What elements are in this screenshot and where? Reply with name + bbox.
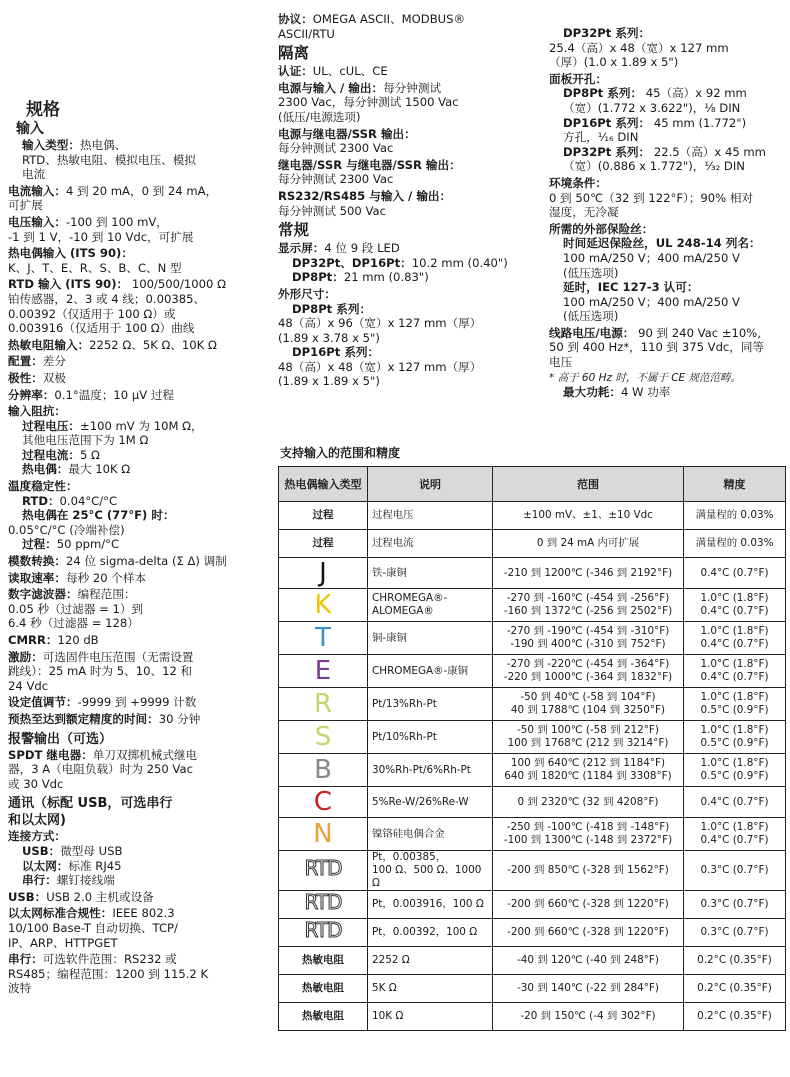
input-title: 输入 xyxy=(16,121,44,137)
spec-column-3 xyxy=(549,26,785,401)
type-label: RTD xyxy=(304,890,342,914)
type-label: 热敏电阻 xyxy=(302,982,344,994)
desc-cell-text: 铁-康铜 xyxy=(372,566,407,579)
accuracy-cell xyxy=(684,851,786,891)
isolation-title: 隔离 xyxy=(278,44,310,63)
desc-cell-text: Pt，0.00392，100 Ω xyxy=(372,926,478,938)
comm-title: 通讯（标配 USB，可选串行 和以太网) xyxy=(8,796,173,829)
range-cell-text: -270 到 -160℃ (-454 到 -256°F) -160 到 1372℃ (-256 到 2502°F) xyxy=(503,592,673,617)
display: 显示屏：4 位 9 段 LED DP32Pt、DP16Pt：10.2 mm (0.40") DP8Pt：21 mm (0.83") xyxy=(278,241,508,285)
desc-cell xyxy=(368,721,493,754)
ethernet: 以太网标准合规性：IEEE 802.3 10/100 Base-T 自动切换、TCP/ IP、ARP、HTTPGET xyxy=(8,906,178,950)
desc-cell xyxy=(368,655,493,688)
type-cell xyxy=(279,688,368,721)
accuracy-cell-text: 0.3°C (0.7°F) xyxy=(700,864,769,876)
range-cell-text: -50 到 40℃ (-58 到 104°F) 40 到 1788℃ (104 到 3250°F) xyxy=(510,691,666,716)
accuracy-cell xyxy=(684,891,786,919)
accuracy-cell-text: 0.2°C (0.35°F) xyxy=(697,982,772,994)
desc-cell-text: 2252 Ω xyxy=(372,954,410,966)
table-row xyxy=(279,787,786,818)
type-cell xyxy=(279,1003,368,1031)
type-label: K xyxy=(314,590,332,620)
tc-input: 热电偶输入 (ITS 90)： K、J、T、E、R、S、B、C、N 型 xyxy=(8,246,182,275)
isolation-4: RS232/RS485 与输入 / 输出： 每分钟测试 500 Vac xyxy=(278,188,452,218)
accuracy-cell xyxy=(684,655,786,688)
spec-column-2 xyxy=(278,12,538,391)
type-cell xyxy=(279,558,368,589)
accuracy-cell-text: 1.0°C (1.8°F) 0.5°C (0.9°F) xyxy=(700,691,769,716)
accuracy-cell-text: 1.0°C (1.8°F) 0.4°C (0.7°F) xyxy=(700,625,769,650)
accuracy-cell-text: 满量程的 0.03% xyxy=(695,509,774,521)
range-cell xyxy=(493,530,684,558)
isolation-1: 电源与输入 / 输出：每分钟测试 2300 Vac，每分钟测试 1500 Vac (低压/电源选项) xyxy=(278,80,459,124)
config: 配置：差分 xyxy=(8,354,66,369)
range-cell xyxy=(493,975,684,1003)
accuracy-cell-text: 0.4°C (0.7°F) xyxy=(700,566,769,579)
voltage-input: 电压输入：-100 到 100 mV， -1 到 1 V，-10 到 10 Vdc，可扩展 xyxy=(8,214,194,244)
range-cell xyxy=(493,721,684,754)
spec-column-1 xyxy=(8,98,256,998)
type-label: 过程 xyxy=(312,537,334,549)
type-cell xyxy=(279,787,368,818)
desc-cell xyxy=(368,975,493,1003)
range-cell xyxy=(493,919,684,947)
dimensions: 外形尺寸： DP8Pt 系列： 48（高）x 96（宽）x 127 mm（厚） (1.89 x 3.78 x 5") DP16Pt 系列： 48（高）x 48（宽）x 127 mm（厚） (1.89 x 1.89 x 5") xyxy=(278,286,482,389)
range-cell-text: -270 到 -220℃ (-454 到 -364°F) -220 到 1000℃ (-364 到 1832°F) xyxy=(503,658,673,683)
type-label: B xyxy=(314,755,332,785)
type-cell xyxy=(279,947,368,975)
isolation-2: 电源与继电器/SSR 输出： 每分钟测试 2300 Vac xyxy=(278,126,416,156)
desc-cell-text: 镍铬硅电偶合金 xyxy=(372,827,445,840)
range-cell-text: -40 到 120℃ (-40 到 248°F) xyxy=(517,954,659,966)
desc-cell-text: 30%Rh-Pt/6%Rh-Pt xyxy=(372,763,471,776)
range-cell-text: -50 到 100℃ (-58 到 212°F) 100 到 1768℃ (212 到 3214°F) xyxy=(507,724,669,749)
connection: 连接方式： USB：微型母 USB 以太网：标准 RJ45 串行：螺钉接线端 xyxy=(8,829,123,888)
range-cell xyxy=(493,589,684,622)
range-cell-text: ±100 mV、±1、±10 Vdc xyxy=(523,509,653,521)
range-cell-text: -200 到 850℃ (-328 到 1562°F) xyxy=(507,864,669,876)
table-row xyxy=(279,688,786,721)
accuracy-cell xyxy=(684,975,786,1003)
accuracy-cell-text: 0.3°C (0.7°F) xyxy=(700,898,769,910)
serial: 串行：可选软件范围：RS232 或 RS485；编程范围：1200 到 115.2 K 波特 xyxy=(8,952,209,996)
accuracy-cell xyxy=(684,688,786,721)
accuracy-cell xyxy=(684,1003,786,1031)
type-cell xyxy=(279,622,368,655)
polarity: 极性：双极 xyxy=(8,370,66,385)
type-label: R xyxy=(313,689,333,719)
input-type: 输入类型：热电偶、 RTD、热敏电阻、模拟电压、模拟 电流 xyxy=(22,138,196,182)
header-type: 热电偶输入类型 xyxy=(279,467,368,502)
range-cell-text: -210 到 1200℃ (-346 到 2192°F) xyxy=(503,566,673,579)
isolation-3: 继电器/SSR 与继电器/SSR 输出： 每分钟测试 2300 Vac xyxy=(278,157,461,187)
desc-cell-text: 5K Ω xyxy=(372,982,397,994)
table-row xyxy=(279,530,786,558)
desc-cell xyxy=(368,919,493,947)
alarm-title: 报警输出（可选） xyxy=(8,731,113,747)
setpoint: 设定值调节：-9999 到 +9999 计数 xyxy=(8,695,197,710)
table-row xyxy=(279,589,786,622)
certification: 认证：UL、cUL、CE xyxy=(278,64,388,79)
desc-cell-text: Pt，0.003916，100 Ω xyxy=(372,898,484,910)
desc-cell-text: 铜-康铜 xyxy=(372,631,407,644)
accuracy-cell-text: 0.2°C (0.35°F) xyxy=(697,1010,772,1022)
table-row xyxy=(279,655,786,688)
usb: USB：USB 2.0 主机或设备 xyxy=(8,889,154,904)
header-range: 范围 xyxy=(493,467,684,502)
digital-filter: 数字滤波器：编程范围： 0.05 秒（过滤器 = 1）到 6.4 秒（过滤器 = 128） xyxy=(8,587,144,631)
type-label: RTD xyxy=(304,918,342,942)
range-cell-text: 0 到 2320℃ (32 到 4208°F) xyxy=(517,795,659,808)
type-cell xyxy=(279,530,368,558)
accuracy-cell xyxy=(684,787,786,818)
table-row xyxy=(279,754,786,787)
desc-cell-text: CHROMEGA®- ALOMEGA® xyxy=(372,592,448,617)
type-label: 热敏电阻 xyxy=(302,1010,344,1022)
desc-cell xyxy=(368,891,493,919)
desc-cell xyxy=(368,947,493,975)
desc-cell-text: Pt，0.00385， 100 Ω、500 Ω、1000 Ω xyxy=(372,851,482,889)
accuracy-cell xyxy=(684,754,786,787)
range-cell xyxy=(493,787,684,818)
desc-cell xyxy=(368,818,493,851)
type-label: E xyxy=(314,656,332,686)
desc-cell xyxy=(368,1003,493,1031)
accuracy-cell xyxy=(684,919,786,947)
type-cell xyxy=(279,891,368,919)
type-cell xyxy=(279,754,368,787)
spec-title: 规格 xyxy=(26,100,60,120)
accuracy-cell xyxy=(684,558,786,589)
desc-cell xyxy=(368,502,493,530)
desc-cell xyxy=(368,558,493,589)
table-row xyxy=(279,919,786,947)
desc-cell xyxy=(368,622,493,655)
type-label: S xyxy=(314,722,332,752)
rtd-input: RTD 输入 (ITS 90)： 100/500/1000 Ω 铂传感器，2、3 或 4 线；0.00385、 0.00392（仅适用于 100 Ω）或 0.003916（仅适用于 100 Ω）曲线 xyxy=(8,277,226,336)
current-input: 电流输入：4 到 20 mA，0 到 24 mA， 可扩展 xyxy=(8,183,218,213)
table-row xyxy=(279,1003,786,1031)
cmrr: CMRR：120 dB xyxy=(8,633,99,647)
type-label: N xyxy=(313,819,333,849)
range-cell-text: 0 到 24 mA 内可扩展 xyxy=(536,537,640,549)
type-cell xyxy=(279,721,368,754)
type-cell xyxy=(279,655,368,688)
table-row xyxy=(279,947,786,975)
table-row xyxy=(279,622,786,655)
type-cell xyxy=(279,818,368,851)
table-row xyxy=(279,891,786,919)
temp-stability: 温度稳定性： RTD：0.04°C/°C 热电偶在 25°C (77°F) 时： 0.05°C/°C (冷端补偿) 过程：50 ppm/°C xyxy=(8,479,175,552)
panel-cutout: 面板开孔： DP8Pt 系列： 45（高）x 92 mm （宽）(1.772 x 3.622")，⅛ DIN DP16Pt 系列： 45 mm (1.772") 方孔，¹⁄₁₆ DIN DP32Pt 系列： 22.5（高）x 45 mm （宽）(0.886 x 1.772")，¹⁄₃₂ DIN xyxy=(549,71,766,174)
type-cell xyxy=(279,975,368,1003)
adc: 模数转换：24 位 sigma-delta (Σ Δ) 调制 xyxy=(8,554,227,569)
accuracy-cell xyxy=(684,818,786,851)
type-cell xyxy=(279,851,368,891)
range-cell xyxy=(493,1003,684,1031)
input-impedance: 输入阻抗： 过程电压：±100 mV 为 10M Ω， 其他电压范围下为 1M Ω 过程电流：5 Ω 热电偶：最大 10K Ω xyxy=(8,404,203,477)
accuracy-cell xyxy=(684,502,786,530)
desc-cell xyxy=(368,688,493,721)
type-cell xyxy=(279,589,368,622)
table-row xyxy=(279,721,786,754)
desc-cell-text: 10K Ω xyxy=(372,1010,404,1022)
accuracy-cell-text: 1.0°C (1.8°F) 0.4°C (0.7°F) xyxy=(700,592,769,617)
accuracy-cell xyxy=(684,721,786,754)
desc-cell-text: Pt/10%Rh-Pt xyxy=(372,730,437,743)
resolution: 分辨率：0.1°温度；10 μV 过程 xyxy=(8,387,175,402)
range-cell xyxy=(493,688,684,721)
max-power: 最大功耗：4 W 功率 xyxy=(563,384,671,399)
desc-cell xyxy=(368,589,493,622)
read-rate: 读取速率：每秒 20 个样本 xyxy=(8,570,147,585)
type-label: J xyxy=(319,558,327,588)
range-cell-text: -20 到 150℃ (-4 到 302°F) xyxy=(520,1010,656,1022)
header-desc: 说明 xyxy=(368,467,493,502)
type-label: 热敏电阻 xyxy=(302,954,344,966)
table-row xyxy=(279,558,786,589)
table-header-row xyxy=(279,467,786,502)
type-label: RTD xyxy=(304,856,342,880)
range-cell-text: -270 到 -190℃ (-454 到 -310°F) -190 到 400℃ (-310 到 752°F) xyxy=(506,625,670,650)
desc-cell xyxy=(368,754,493,787)
range-cell xyxy=(493,622,684,655)
general-title: 常规 xyxy=(278,221,310,240)
range-accuracy-table xyxy=(278,466,786,1031)
desc-cell-text: 过程电流 xyxy=(372,537,414,549)
dim-dp32: DP32Pt 系列： 25.4（高）x 48（宽）x 127 mm （厚）(1.0 x 1.89 x 5") xyxy=(549,26,729,70)
type-cell xyxy=(279,919,368,947)
desc-cell-text: CHROMEGA®-康铜 xyxy=(372,664,469,677)
desc-cell-text: 5%Re-W/26%Re-W xyxy=(372,795,469,808)
type-label: 过程 xyxy=(312,509,334,521)
range-cell xyxy=(493,818,684,851)
type-label: T xyxy=(315,623,331,653)
protocol: 协议：OMEGA ASCII、MODBUS® ASCII/RTU xyxy=(278,12,466,41)
range-cell-text: 100 到 640℃ (212 到 1184°F) 640 到 1820℃ (1184 到 3308°F) xyxy=(504,757,672,782)
accuracy-cell xyxy=(684,622,786,655)
table-title: 支持输入的范围和精度 xyxy=(280,446,401,460)
range-cell-text: -200 到 660℃ (-328 到 1220°F) xyxy=(507,898,669,910)
range-cell xyxy=(493,851,684,891)
range-cell xyxy=(493,947,684,975)
desc-cell xyxy=(368,787,493,818)
table-row xyxy=(279,851,786,891)
accuracy-cell-text: 1.0°C (1.8°F) 0.4°C (0.7°F) xyxy=(700,821,769,846)
range-cell xyxy=(493,502,684,530)
environment: 环境条件： 0 到 50℃（32 到 122°F）；90% 相对 湿度，无冷凝 xyxy=(549,175,754,220)
range-cell xyxy=(493,891,684,919)
desc-cell xyxy=(368,530,493,558)
table-row xyxy=(279,975,786,1003)
table-row xyxy=(279,818,786,851)
accuracy-cell xyxy=(684,947,786,975)
table-row xyxy=(279,502,786,530)
excitation: 激励：可选固件电压范围（无需设置 跳线）：25 mA 时为 5、10、12 和 24 Vdc xyxy=(8,649,194,693)
type-label: C xyxy=(313,787,333,817)
accuracy-cell-text: 1.0°C (1.8°F) 0.5°C (0.9°F) xyxy=(700,757,769,782)
range-cell-text: -200 到 660℃ (-328 到 1220°F) xyxy=(507,926,669,938)
range-cell xyxy=(493,655,684,688)
accuracy-cell-text: 1.0°C (1.8°F) 0.5°C (0.9°F) xyxy=(700,724,769,749)
desc-cell-text: Pt/13%Rh-Pt xyxy=(372,697,437,710)
range-cell xyxy=(493,558,684,589)
desc-cell-text: 过程电压 xyxy=(372,509,414,521)
spdt-relay: SPDT 继电器：单刀双掷机械式继电 器，3 A（电阻负载）时为 250 Vac 或 30 Vdc xyxy=(8,747,198,791)
header-accuracy: 精度 xyxy=(684,467,786,502)
fuses: 所需的外部保险丝： 时间延迟保险丝，UL 248-14 列名： 100 mA/250 V；400 mA/250 V (低压选项) 延时，IEC 127-3 认可： 100 mA/250 V；400 mA/250 V (低压选项) xyxy=(549,221,761,324)
accuracy-cell xyxy=(684,530,786,558)
line-voltage: 线路电压/电源： 90 到 240 Vac ±10%, 50 到 400 Hz*，110 到 375 Vdc，同等 电压 xyxy=(549,325,765,370)
range-cell-text: -250 到 -100℃ (-418 到 -148°F) -100 到 1300℃ (-148 到 2372°F) xyxy=(503,821,673,846)
desc-cell xyxy=(368,851,493,891)
footnote: * 高于 60 Hz 时，不属于 CE 规范范畴。 xyxy=(549,371,742,384)
accuracy-cell xyxy=(684,589,786,622)
accuracy-cell-text: 1.0°C (1.8°F) 0.4°C (0.7°F) xyxy=(700,658,769,683)
thermistor-input: 热敏电阻输入：2252 Ω、5K Ω、10K Ω xyxy=(8,337,217,352)
range-cell-text: -30 到 140℃ (-22 到 284°F) xyxy=(517,982,659,994)
accuracy-cell-text: 0.4°C (0.7°F) xyxy=(700,795,769,808)
accuracy-cell-text: 0.2°C (0.35°F) xyxy=(697,954,772,966)
warmup: 预热至达到额定精度的时间：30 分钟 xyxy=(8,711,201,726)
range-cell xyxy=(493,754,684,787)
accuracy-cell-text: 满量程的 0.03% xyxy=(695,537,774,549)
type-cell xyxy=(279,502,368,530)
accuracy-cell-text: 0.3°C (0.7°F) xyxy=(700,926,769,938)
